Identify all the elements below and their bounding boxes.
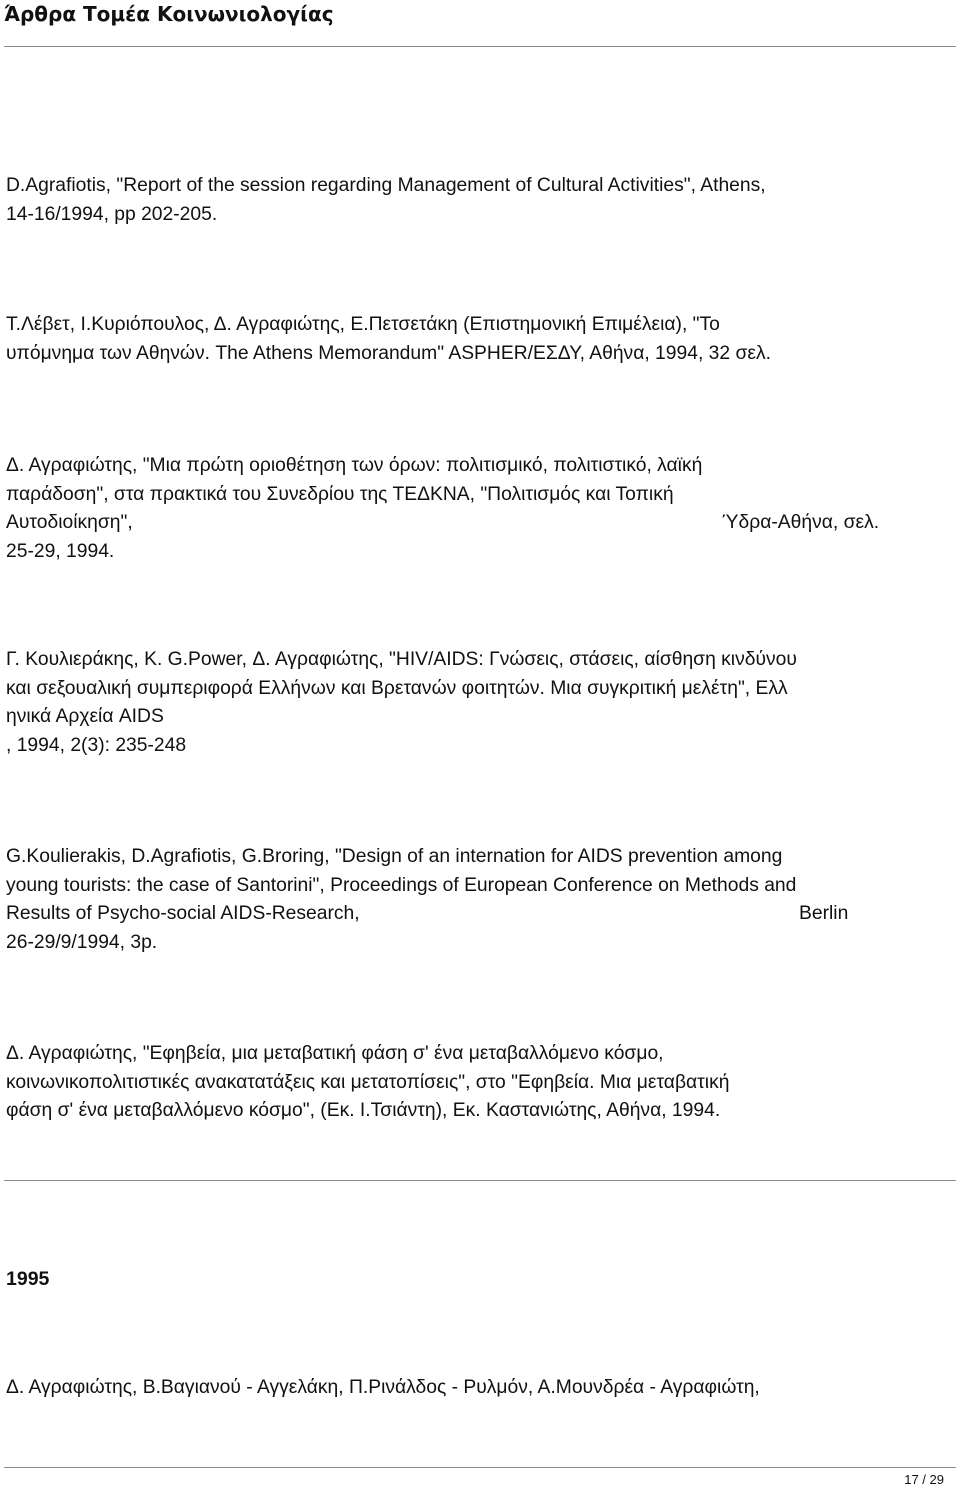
entry-location: Berlin (799, 903, 849, 925)
entry-line: G.Koulierakis, D.Agrafiotis, G.Broring, "Design of an internation for AIDS prevention among (6, 846, 783, 867)
entry-line: D.Agrafiotis, "Report of the session regarding Management of Cultural Activities", Athens, (6, 175, 766, 196)
entry-line: young tourists: the case of Santorini", Proceedings of European Conference on Methods and (6, 874, 797, 896)
header-divider (4, 46, 956, 47)
bibliography-entry-4 (6, 646, 936, 760)
bibliography-entry-3 (6, 452, 936, 566)
page-number: 17 / 29 (904, 1472, 944, 1487)
entry-line-left: Results of Psycho-social AIDS-Research, (6, 903, 360, 925)
entry-location: Ύδρα-Αθήνα, σελ. (722, 512, 880, 534)
entry-line: 25-29, 1994. (6, 540, 115, 562)
entry-line: 14-16/1994, pp 202-205. (6, 203, 218, 225)
entry-line-left: Αυτοδιοίκηση", (6, 512, 133, 534)
entry-line: Δ. Αγραφιώτης, "Μια πρώτη οριοθέτηση των όρων: πολιτισμικό, πολιτιστικό, λαϊκή (6, 455, 703, 476)
bibliography-entry-5 (6, 843, 936, 957)
year-heading: 1995 (6, 1268, 50, 1290)
entry-line: κοινωνικοπολιτιστικές ανακατατάξεις και μετατοπίσεις", στο "Εφηβεία. Μια μεταβατική (6, 1071, 730, 1093)
entry-line: Δ. Αγραφιώτης, "Εφηβεία, μια μεταβατική φάση σ' ένα μεταβαλλόμενο κόσμο, (6, 1043, 664, 1064)
entry-line: υπόμνημα των Αθηνών. The Athens Memorandum" ASPHER/ΕΣΔΥ, Αθήνα, 1994, 32 σελ. (6, 342, 771, 364)
entry-line (6, 509, 936, 538)
entry-line: και σεξουαλική συμπεριφορά Ελλήνων και Βρετανών φοιτητών. Μια συγκριτική μελέτη", Ελλ (6, 677, 788, 699)
entry-line: Τ.Λέβετ, Ι.Κυριόπουλος, Δ. Αγραφιώτης, Ε.Πετσετάκη (Επιστημονική Επιμέλεια), "Το (6, 314, 720, 335)
entry-line: , 1994, 2(3): 235-248 (6, 734, 187, 756)
section-divider (4, 1180, 956, 1181)
bibliography-entry-2 (6, 311, 936, 368)
entry-line: παράδοση", στα πρακτικά του Συνεδρίου της ΤΕΔΚΝΑ, "Πολιτισμός και Τοπική (6, 483, 674, 505)
footer-divider (4, 1467, 956, 1468)
entry-line: 26-29/9/1994, 3p. (6, 931, 158, 953)
entry-line: Δ. Αγραφιώτης, Β.Βαγιανού - Αγγελάκη, Π.Ρινάλδος - Ρυλμόν, Α.Μουνδρέα - Αγραφιώτη, (6, 1377, 760, 1398)
entry-line (6, 900, 936, 929)
entry-line: ηνικά Αρχεία AIDS (6, 706, 164, 728)
page-title: Άρθρα Τομέα Κοινωνιολογίας (4, 2, 334, 26)
entry-line: φάση σ' ένα μεταβαλλόμενο κόσμο", (Εκ. Ι.Τσιάντη), Εκ. Καστανιώτης, Αθήνα, 1994. (6, 1100, 721, 1122)
entry-line: Γ. Κουλιεράκης, Κ. G.Power, Δ. Αγραφιώτης, "HIV/AIDS: Γνώσεις, στάσεις, αίσθηση κινδύνου (6, 649, 797, 670)
bibliography-entry-1 (6, 172, 936, 229)
bibliography-entry-7 (6, 1374, 936, 1403)
page-header (0, 0, 960, 46)
bibliography-entry-6 (6, 1040, 936, 1126)
